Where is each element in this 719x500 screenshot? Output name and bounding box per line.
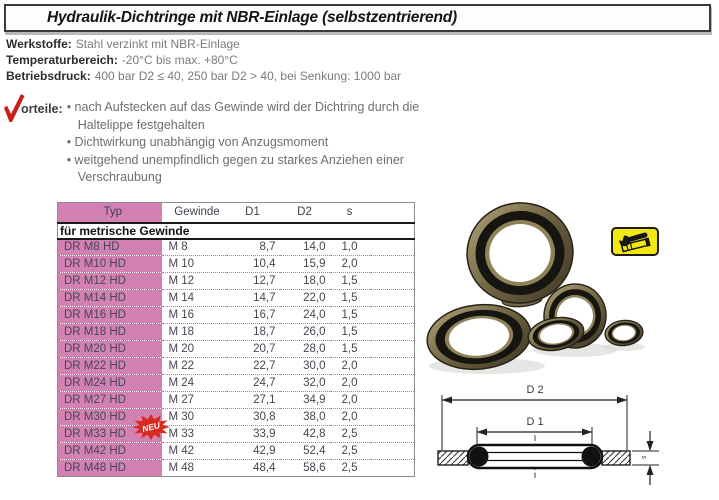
cell-typ: DR M8 HD [58,239,162,256]
table-row [58,324,415,341]
cell-s: 2,0 [341,258,358,270]
cell-d1: 24,7 [253,377,276,389]
cell-filler [370,443,415,460]
cell-s: 2,0 [341,377,358,389]
cell-s: 2,0 [341,360,358,372]
d2-dimension-label: D 2 [526,384,544,396]
cell-d2: 30,0 [303,360,326,372]
cell-filler [370,375,415,392]
cell-typ: DR M14 HD [58,290,162,307]
product-table [57,202,415,477]
cell-gewinde: M 12 [168,275,195,287]
cell-typ: DR M33 HD [58,426,162,443]
cell-gewinde: M 10 [168,258,195,270]
cell-typ: DR M10 HD [58,256,162,273]
neu-badge-text: NEU [141,419,161,435]
neu-badge [131,413,171,441]
cell-s: 2,5 [341,428,358,440]
page-title-bar [4,4,711,32]
cell-s: 2,0 [341,411,358,423]
cell-d2: 52,4 [303,445,326,457]
spec-temperaturbereich [6,52,401,68]
spec-label: Betriebsdruck: [6,69,91,83]
cell-s: 1,5 [341,343,358,355]
cell-d1: 33,9 [253,428,276,440]
cell-filler [370,256,415,273]
cell-s: 2,5 [341,445,358,457]
vorteile-label [2,97,63,123]
table-section-row [58,223,415,239]
vorteile-item: • Dichtwirkung unabhängig von Anzugsmoment [67,134,459,152]
cell-s: 1,5 [341,326,358,338]
cell-typ: DR M22 HD [58,358,162,375]
cell-d1: 8,7 [259,241,276,254]
table-row [58,358,415,375]
spec-label: Werkstoffe: [6,37,72,51]
spec-werkstoffe [6,36,401,52]
cell-gewinde: M 48 [168,462,195,474]
cell-d1: 42,9 [253,445,276,457]
table-row [58,256,415,273]
cell-filler [370,392,415,409]
column-header-gewinde: Gewinde [174,206,220,219]
cell-filler [370,307,415,324]
cell-typ: DR M24 HD [58,375,162,392]
cell-d2: 26,0 [303,326,326,338]
cell-d2: 34,9 [303,394,326,406]
cell-typ: DR M18 HD [58,324,162,341]
cell-d2: 22,0 [303,292,326,304]
dimension-drawing [435,373,715,498]
cell-d1: 12,7 [253,275,276,287]
wrench-tool-icon [613,229,657,254]
table-row [58,307,415,324]
table-row [58,392,415,409]
table-header-row [58,203,415,223]
cell-s: 2,0 [341,394,358,406]
spec-value: Stahl verzinkt mit NBR-Einlage [75,37,240,51]
cell-d2: 28,0 [303,343,326,355]
spec-label: Temperaturbereich: [6,53,118,67]
cell-typ: DR M16 HD [58,307,162,324]
cell-filler [370,273,415,290]
cell-d1: 14,7 [253,292,276,304]
d1-dimension-label: D 1 [526,416,544,428]
cell-typ: DR M27 HD [58,392,162,409]
cell-gewinde: M 30 [168,411,195,423]
cell-filler [370,358,415,375]
cell-d1: 10,4 [253,258,276,270]
cell-gewinde: M 8 [168,241,188,254]
table-row [58,341,415,358]
cell-d2: 15,9 [303,258,326,270]
cell-d2: 38,0 [303,411,326,423]
starburst-icon [131,413,171,441]
spec-value: -20°C bis max. +80°C [121,53,238,67]
cell-d1: 18,7 [253,326,276,338]
hatched-plate-left [438,451,468,465]
column-header-filler [370,203,415,223]
sealing-ring-smallest [604,319,644,348]
table-row [58,239,415,256]
cell-d2: 18,0 [303,275,326,287]
cell-d2: 58,6 [303,462,326,474]
cell-d1: 16,7 [253,309,276,321]
product-table-body [58,239,415,477]
cell-filler [370,409,415,426]
table-row [58,290,415,307]
column-header-d2: D2 [297,206,312,219]
product-photo [425,198,665,380]
seal-cross-section [468,445,602,468]
cell-d1: 27,1 [253,394,276,406]
cell-filler [370,341,415,358]
cell-gewinde: M 24 [168,377,195,389]
column-header-s: s [346,206,353,219]
vorteile-item: • weitgehend unempfindlich gegen zu starkes Anziehen einer Verschraubung [67,152,459,187]
cell-gewinde: M 22 [168,360,195,372]
spec-block [6,36,401,84]
column-header-typ: Typ [58,203,162,223]
cell-filler [370,426,415,443]
cell-d1: 20,7 [253,343,276,355]
cell-d1: 22,7 [253,360,276,372]
cell-gewinde: M 33 [168,428,195,440]
mounting-tool-badge [611,227,659,256]
cell-typ: DR M42 HD [58,443,162,460]
vorteile-label-text: orteile: [21,102,63,116]
cell-typ: DR M12 HD [58,273,162,290]
cell-gewinde: M 16 [168,309,195,321]
cell-s: 1,5 [341,275,358,287]
cell-gewinde: M 18 [168,326,195,338]
table-row [58,426,415,443]
page-title: Hydraulik-Dichtringe mit NBR-Einlage (selbstzentrierend) [47,9,457,26]
s-dimension-label: s [641,455,648,459]
cell-filler [370,324,415,341]
section-label: für metrische Gewinde [60,223,190,238]
cell-s: 2,5 [341,462,358,474]
vorteile-block [2,97,459,187]
cell-d2: 42,8 [303,428,326,440]
cell-d1: 48,4 [253,462,276,474]
cell-typ: DR M48 HD [58,460,162,477]
cell-d2: 32,0 [303,377,326,389]
cell-d2: 24,0 [303,309,326,321]
cell-s: 1,5 [341,292,358,304]
cell-gewinde: M 20 [168,343,195,355]
cell-d2: 14,0 [303,241,326,254]
vorteile-item: • nach Aufstecken auf das Gewinde wird der Dichtring durch die Haltelippe festgehalten [67,99,459,134]
spec-betriebsdruck [6,68,401,84]
cell-d1: 30,8 [253,411,276,423]
cell-gewinde: M 27 [168,394,195,406]
table-row [58,443,415,460]
column-header-d1: D1 [245,206,260,219]
hatched-plate-right [602,451,630,465]
cell-s: 1,0 [341,241,358,254]
table-row [58,273,415,290]
cell-filler [370,290,415,307]
cell-filler [370,460,415,477]
table-row [58,460,415,477]
cell-gewinde: M 42 [168,445,195,457]
cell-filler [370,239,415,256]
cell-gewinde: M 14 [168,292,195,304]
cell-typ: DR M30 HD [58,409,162,426]
table-row [58,375,415,392]
vorteile-list [67,99,459,187]
cell-typ: DR M20 HD [58,341,162,358]
table-row [58,409,415,426]
spec-value: 400 bar D2 ≤ 40, 250 bar D2 > 40, bei Senkung: 1000 bar [94,69,402,83]
cell-s: 1,5 [341,309,358,321]
